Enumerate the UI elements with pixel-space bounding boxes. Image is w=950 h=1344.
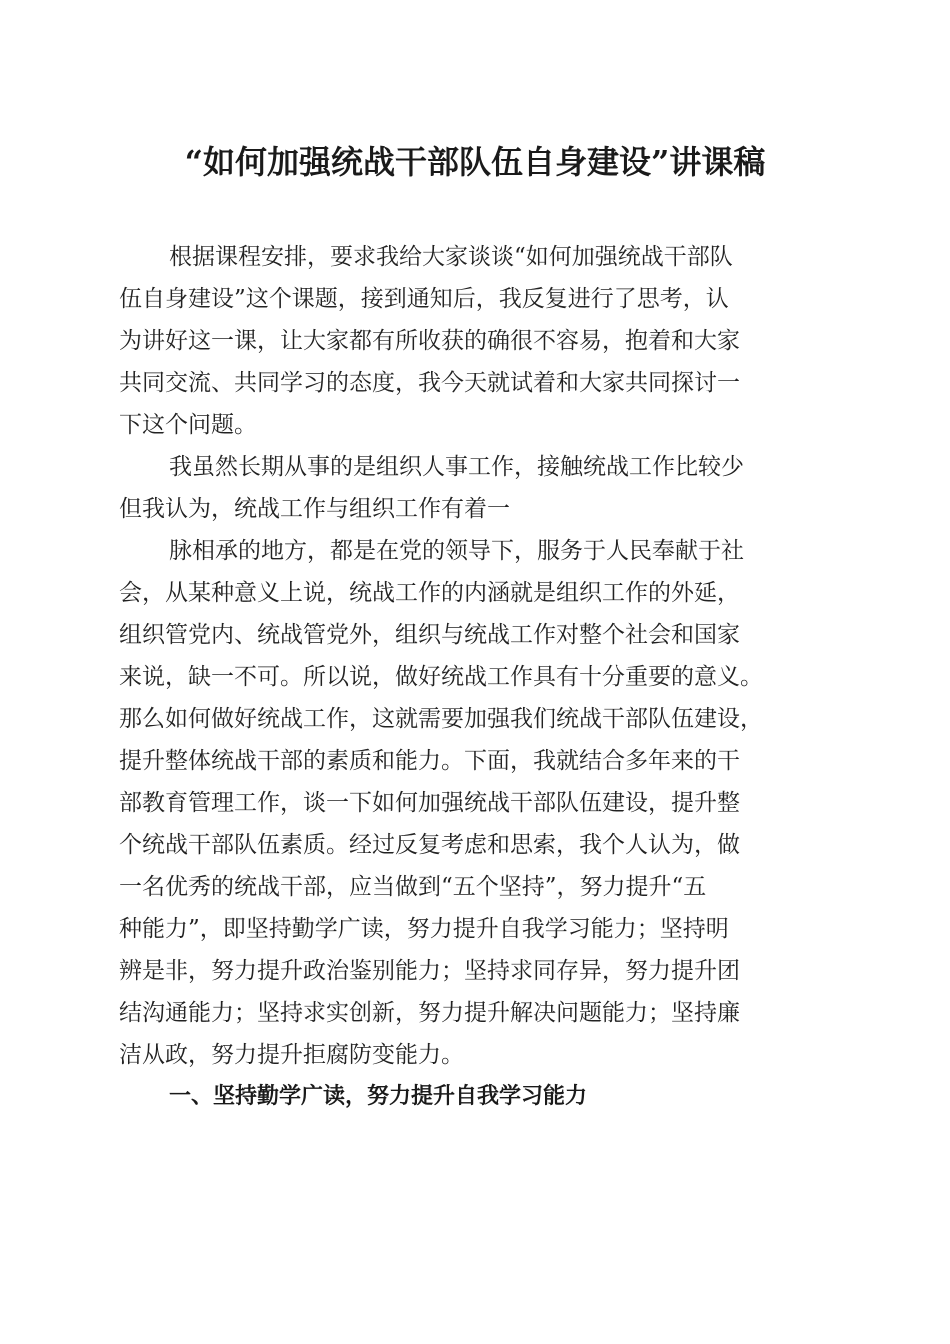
text-line: 共同交流、共同学习的态度，我今天就试着和大家共同探讨一 (119, 370, 740, 396)
text-line: 会，从某种意义上说，统战工作的内涵就是组织工作的外延， (119, 580, 740, 606)
text-line: 种能力”，即坚持勤学广读，努力提升自我学习能力；坚持明 (119, 916, 729, 942)
text-line: 个统战干部队伍素质。经过反复考虑和思索，我个人认为，做 (119, 832, 740, 858)
text-line: 洁从政，努力提升拒腐防变能力。 (119, 1042, 464, 1068)
text-line: 那么如何做好统战工作，这就需要加强我们统战干部队伍建设， (119, 706, 763, 732)
document-body (119, 236, 839, 1118)
paragraph-background (119, 446, 839, 530)
text-line: 伍自身建设”这个课题，接到通知后，我反复进行了思考，认 (119, 286, 729, 312)
text-line: 结沟通能力；坚持求实创新，努力提升解决问题能力；坚持廉 (119, 1000, 740, 1026)
text-line: 为讲好这一课，让大家都有所收获的确很不容易，抱着和大家 (119, 328, 740, 354)
text-line: 来说，缺一不可。所以说，做好统战工作具有十分重要的意义。 (119, 664, 763, 690)
text-line: 但我认为，统战工作与组织工作有着一 (119, 496, 510, 522)
text-line: 我虽然长期从事的是组织人事工作，接触统战工作比较少 (169, 454, 744, 480)
text-line: 部教育管理工作，谈一下如何加强统战干部队伍建设，提升整 (119, 790, 740, 816)
text-line: 脉相承的地方，都是在党的领导下，服务于人民奉献于社 (169, 538, 744, 564)
text-line: 提升整体统战干部的素质和能力。下面，我就结合多年来的干 (119, 748, 740, 774)
text-line: 下这个问题。 (119, 412, 257, 438)
text-line: 辨是非，努力提升政治鉴别能力；坚持求同存异，努力提升团 (119, 958, 740, 984)
section-heading: 一、坚持勤学广读，努力提升自我学习能力 (169, 1084, 588, 1109)
paragraph-main (119, 530, 839, 1076)
document-title: “如何加强统战干部队伍自身建设”讲课稿 (184, 143, 766, 181)
text-line: 组织管党内、统战管党外，组织与统战工作对整个社会和国家 (119, 622, 740, 648)
paragraph-intro (119, 236, 839, 446)
text-line: 根据课程安排，要求我给大家谈谈“如何加强统战干部队 (169, 244, 733, 270)
text-line: 一名优秀的统战干部，应当做到“五个坚持”，努力提升“五 (119, 874, 707, 900)
